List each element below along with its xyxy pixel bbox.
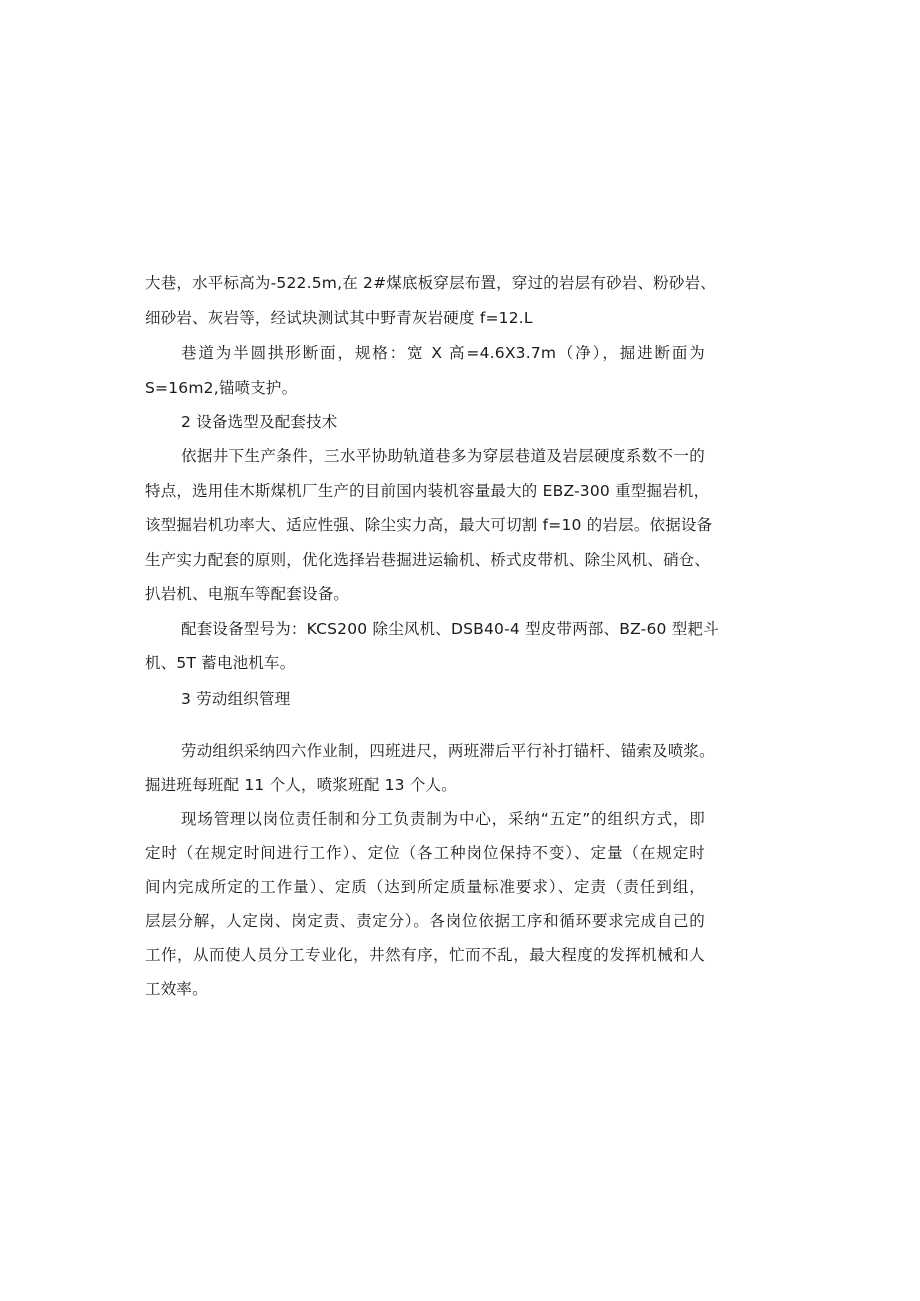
body-text-line: 机、5T 蓄电池机车。 xyxy=(145,654,296,672)
body-text-line: 生产实力配套的原则，优化选择岩巷掘进运输机、桥式皮带机、除尘风机、硝仓、 xyxy=(145,551,711,569)
body-text-line: 现场管理以岗位责任制和分工负责制为中心，采纳“五定”的组织方式，即 xyxy=(181,810,705,828)
body-text-line: 该型掘岩机功率大、适应性强、除尘实力高，最大可切割 f=10 的岩层。依据设备 xyxy=(145,516,713,534)
body-text-line: 巷道为半圆拱形断面，规格：宽 X 高=4.6X3.7m（净），掘进断面为 xyxy=(181,344,705,362)
body-text-line: 工作，从而使人员分工专业化，井然有序，忙而不乱，最大程度的发挥机械和人 xyxy=(145,946,705,964)
body-text-line: 工效率。 xyxy=(145,980,208,998)
section-heading: 3 劳动组织管理 xyxy=(181,690,291,708)
body-text-line: 配套设备型号为：KCS200 除尘风机、DSB40-4 型皮带两部、BZ-60 型耙斗 xyxy=(181,620,719,638)
section-heading: 2 设备选型及配套技术 xyxy=(181,413,338,431)
body-text-line: 特点，选用佳木斯煤机厂生产的目前国内装机容量最大的 EBZ-300 重型掘岩机， xyxy=(145,482,710,500)
body-text-line: 定时（在规定时间进行工作）、定位（各工种岗位保持不变）、定量（在规定时 xyxy=(145,844,705,862)
body-text-line: 掘进班每班配 11 个人，喷浆班配 13 个人。 xyxy=(145,776,457,794)
body-text-line: 间内完成所定的工作量）、定质（达到所定质量标准要求）、定责（责任到组， xyxy=(145,878,705,896)
body-text-line: 劳动组织采纳四六作业制，四班进尺，两班滞后平行补打锚杆、锚索及喷浆。 xyxy=(181,742,715,760)
body-text-line: 扒岩机、电瓶车等配套设备。 xyxy=(145,585,350,603)
body-text-line: 细砂岩、灰岩等，经试块测试其中野青灰岩硬度 f=12.L xyxy=(145,309,533,327)
body-text-line: 大巷，水平标高为-522.5m,在 2#煤底板穿层布置，穿过的岩层有砂岩、粉砂岩、 xyxy=(145,274,716,292)
body-text-line: 层层分解，人定岗、岗定责、责定分）。各岗位依据工序和循环要求完成自己的 xyxy=(145,912,705,930)
body-text-line: 依据井下生产条件，三水平协助轨道巷多为穿层巷道及岩层硬度系数不一的 xyxy=(181,447,705,465)
body-text-line: S=16m2,锚喷支护。 xyxy=(145,379,298,397)
